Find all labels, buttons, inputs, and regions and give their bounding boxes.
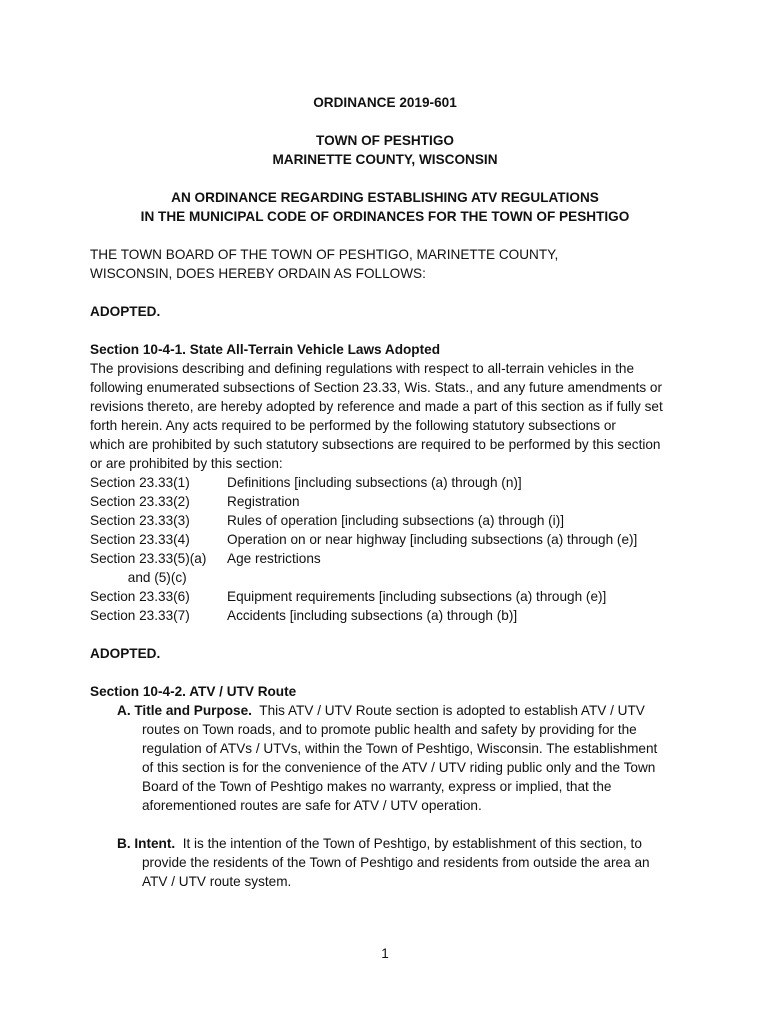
page-number: 1 <box>381 946 389 961</box>
subsection-b-first-line: It is the intention of the Town of Peshtigo, by establishment of this section, to <box>175 836 642 851</box>
subsection-list <box>90 473 637 625</box>
adopted-label: ADOPTED. <box>90 304 161 319</box>
subsection-number: Section 23.33(5)(a) <box>90 551 207 566</box>
subsection-number: Section 23.33(3) <box>90 513 190 528</box>
title-line-1: AN ORDINANCE REGARDING ESTABLISHING ATV REGULATIONS <box>171 190 599 205</box>
subsection-a-first-line: This ATV / UTV Route section is adopted to establish ATV / UTV <box>251 703 645 718</box>
subsection-number: Section 23.33(2) <box>90 494 190 509</box>
subsection-description: Accidents [including subsections (a) through (b)] <box>227 608 518 623</box>
subsection-row <box>90 492 637 511</box>
subsection-b-label: B. Intent. <box>117 836 176 851</box>
preamble-line: THE TOWN BOARD OF THE TOWN OF PESHTIGO, MARINETTE COUNTY, <box>90 247 559 262</box>
subsection-description: Operation on or near highway [including subsections (a) through (e)] <box>227 532 638 547</box>
paragraph-line: provide the residents of the Town of Peshtigo and residents from outside the area an <box>142 855 650 870</box>
subsection-a <box>117 701 687 815</box>
subsection-description: Rules of operation [including subsections (a) through (i)] <box>227 513 565 528</box>
subsection-description: Registration <box>227 494 300 509</box>
paragraph-line: aforementioned routes are safe for ATV / UTV operation. <box>142 798 482 813</box>
title-line-2: IN THE MUNICIPAL CODE OF ORDINANCES FOR THE TOWN OF PESHTIGO <box>140 209 630 224</box>
section-heading: Section 10-4-2. ATV / UTV Route <box>90 684 297 699</box>
preamble-line: WISCONSIN, DOES HEREBY ORDAIN AS FOLLOWS: <box>90 266 426 281</box>
paragraph-line: which are prohibited by such statutory subsections are required to be performed by this section <box>90 437 661 452</box>
subsection-row <box>90 568 637 587</box>
paragraph-line: routes on Town roads, and to promote public health and safety by providing for the <box>142 722 637 737</box>
subsection-number: Section 23.33(6) <box>90 589 190 604</box>
paragraph-line: forth herein. Any acts required to be performed by the following statutory subsections or <box>90 418 616 433</box>
paragraph-line: ATV / UTV route system. <box>142 874 292 889</box>
subsection-description: Equipment requirements [including subsections (a) through (e)] <box>227 589 607 604</box>
subsection-description: Definitions [including subsections (a) through (n)] <box>227 475 522 490</box>
paragraph-line: revisions thereto, are hereby adopted by reference and made a part of this section as if fully set <box>90 399 663 414</box>
paragraph-line: following enumerated subsections of Section 23.33, Wis. Stats., and any future amendments or <box>90 380 663 395</box>
subsection-number: and (5)(c) <box>90 570 187 585</box>
county-name: MARINETTE COUNTY, WISCONSIN <box>272 152 498 167</box>
subsection-row <box>90 473 637 492</box>
subsection-row <box>90 606 637 625</box>
adopted-label: ADOPTED. <box>90 646 161 661</box>
subsection-row <box>90 530 637 549</box>
paragraph-line: or are prohibited by this section: <box>90 456 283 471</box>
subsection-description: Age restrictions <box>227 551 321 566</box>
paragraph-line: of this section is for the convenience of the ATV / UTV riding public only and the Town <box>142 760 656 775</box>
ordinance-number: ORDINANCE 2019-601 <box>313 95 457 110</box>
subsection-number: Section 23.33(4) <box>90 532 190 547</box>
paragraph-line: regulation of ATVs / UTVs, within the Town of Peshtigo, Wisconsin. The establishment <box>142 741 658 756</box>
section-10-4-1 <box>90 340 690 473</box>
paragraph-line: Board of the Town of Peshtigo makes no warranty, express or implied, that the <box>142 779 612 794</box>
subsection-b <box>117 834 687 891</box>
subsection-number: Section 23.33(7) <box>90 608 190 623</box>
town-name: TOWN OF PESHTIGO <box>316 133 454 148</box>
preamble <box>90 245 690 283</box>
paragraph-line: The provisions describing and defining regulations with respect to all-terrain vehicles in the <box>90 361 635 376</box>
subsection-number: Section 23.33(1) <box>90 475 190 490</box>
subsection-row <box>90 549 637 568</box>
section-heading: Section 10-4-1. State All-Terrain Vehicle Laws Adopted <box>90 342 441 357</box>
subsection-row <box>90 511 637 530</box>
subsection-a-label: A. Title and Purpose. <box>117 703 252 718</box>
subsection-row <box>90 587 637 606</box>
